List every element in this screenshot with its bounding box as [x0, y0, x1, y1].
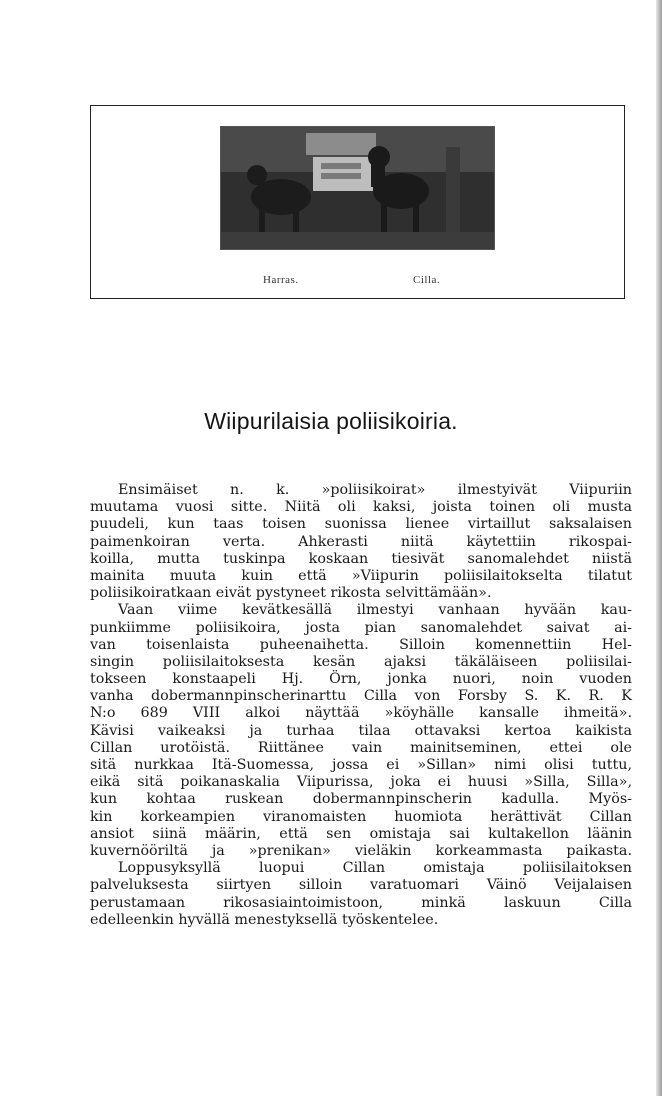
- article-title: Wiipurilaisia poliisikoiria.: [204, 408, 458, 434]
- text-line: sitä nurkkaa Itä-Suomessa, jossa ei »Sillan» nimi olisi tuttu,: [90, 757, 632, 773]
- text-line: kun kohtaa ruskean dobermannpinscherin kadulla. Myös-: [90, 791, 632, 808]
- text-line: Cillan urotöistä. Riittänee vain mainitseminen, ettei ole: [90, 739, 632, 756]
- text-line: perustamaan rikosasiaintoimistoon, minkä laskuun Cilla: [90, 894, 632, 911]
- text-line: palveluksesta siirtyen silloin varatuomari Väinö Veijalaisen: [90, 877, 632, 894]
- page-edge: [656, 0, 662, 1096]
- text-line: mainita muuta kuin että »Viipurin poliisilaitokselta tilatut: [90, 567, 632, 584]
- text-line: punkiimme poliisikoira, josta pian sanomalehdet saivat ai-: [90, 619, 632, 636]
- text-line: edelleenkin hyvällä menestyksellä työskentelee.: [90, 911, 439, 928]
- dogs-photograph: [220, 126, 495, 250]
- text-line: singin poliisilaitoksesta kesän ajaksi täkäläiseen poliisilai-: [90, 653, 632, 670]
- text-line: Ensimäiset n. k. »poliisikoirat» ilmestyivät Viipuriin: [118, 482, 632, 498]
- caption-harras: Harras.: [263, 274, 299, 286]
- photo-illustration: [221, 127, 494, 249]
- text-line: Vaan viime kevätkesällä ilmestyi vanhaan hyvään kau-: [118, 602, 632, 619]
- text-line: puudeli, kun taas toisen suonissa lienee virtaillut saksalaisen: [90, 516, 632, 533]
- text-line: poliisikoiratkaan eivät pystyneet rikosta selvittämään».: [90, 585, 492, 602]
- text-line: eikä sitä poikanaskalia Viipurissa, joka ei huusi »Silla, Silla»,: [90, 774, 632, 791]
- text-line: N:o 689 VIII alkoi näyttää »köyhälle kansalle ihmeitä».: [90, 705, 632, 722]
- photo-figure: [90, 105, 625, 299]
- text-line: kin korkeampien viranomaisten huomiota herättivät Cillan: [90, 808, 632, 825]
- text-line: kuvernööriltä ja »prenikan» vieläkin korkeammasta paikasta.: [90, 842, 632, 859]
- text-line: tokseen konstaapeli Hj. Örn, jonka nuori, noin vuoden: [90, 671, 632, 688]
- text-line: koilla, mutta tuskinpa koskaan tiesivät sanomalehdet niistä: [90, 550, 632, 567]
- article-body: [90, 482, 632, 929]
- text-line: Loppusyksyllä luopui Cillan omistaja poliisilaitoksen: [118, 860, 632, 877]
- text-line: vanha dobermannpinscherinarttu Cilla von Forsby S. K. R. K: [90, 688, 632, 705]
- text-line: paimenkoiran verta. Ahkerasti niitä käytettiin rikospai-: [90, 533, 632, 550]
- text-line: ansiot siinä määrin, että sen omistaja sai kultakellon läänin: [90, 825, 632, 842]
- text-line: van toisenlaista puheenaihetta. Silloin komennettiin Hel-: [90, 636, 632, 653]
- text-line: muutama vuosi sitte. Niitä oli kaksi, joista toinen oli musta: [90, 499, 632, 516]
- caption-cilla: Cilla.: [413, 274, 441, 286]
- text-line: Kävisi vaikeaksi ja turhaa tilaa ottavaksi kertoa kaikista: [90, 722, 632, 739]
